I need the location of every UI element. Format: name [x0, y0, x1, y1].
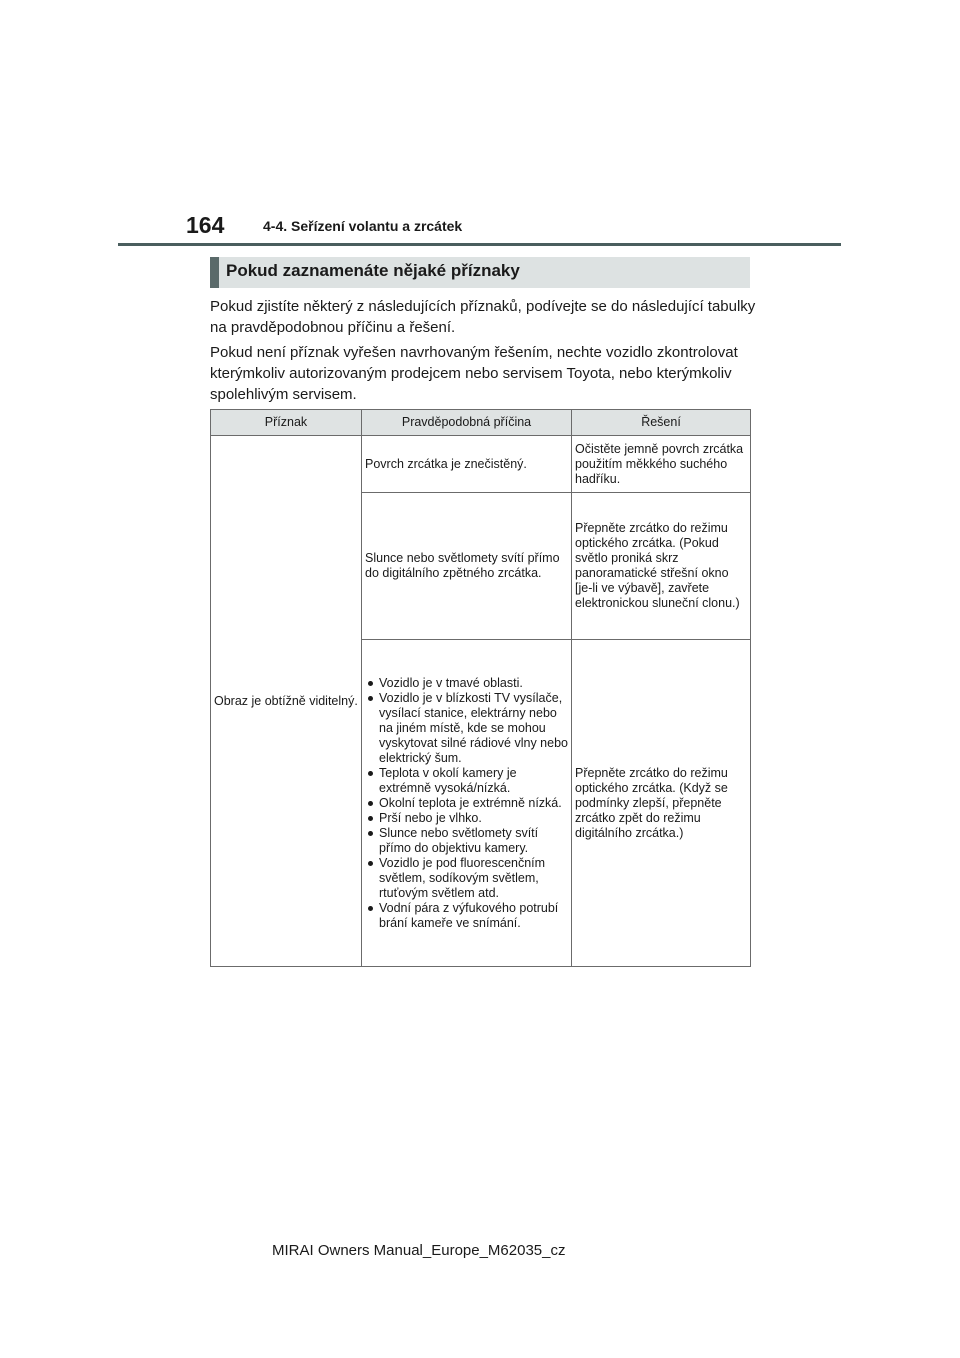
bullet-icon [368, 801, 373, 806]
cause-list [365, 676, 568, 931]
symptoms-table [210, 409, 751, 967]
cause-cell: Povrch zrcátka je znečistěný. [362, 436, 572, 493]
solution-cell: Přepněte zrcátko do režimu optického zrcátka. (Když se podmínky zlepší, přepněte zrcátko zpět do režimu digitálního zrcátka.) [572, 640, 751, 967]
bullet-icon [368, 816, 373, 821]
header-symptom: Příznak [211, 410, 362, 436]
symptom-cell: Obraz je obtížně viditelný. [211, 436, 362, 967]
header-solution: Řešení [572, 410, 751, 436]
solution-cell: Přepněte zrcátko do režimu optického zrcátka. (Pokud světlo proniká skrz panoramatické střešní okno [je-li ve výbavě], zavřete elektronickou sluneční clonu.) [572, 493, 751, 640]
service-paragraph: Pokud není příznak vyřešen navrhovaným řešením, nechte vozidlo zkontrolovat kterýmkoliv autorizovaným prodejcem nebo servisem Toyota, nebo kterýmkoliv spolehlivým servisem. [210, 344, 738, 403]
chapter-title: 4-4. Seřízení volantu a zrcátek [263, 218, 463, 234]
list-item [365, 856, 568, 901]
header-divider [118, 243, 841, 246]
page-number: 164 [186, 212, 225, 238]
header-cause: Pravděpodobná příčina [362, 410, 572, 436]
list-item-text: Prší nebo je vlhko. [379, 810, 482, 825]
table-row [211, 436, 751, 493]
bullet-icon [368, 696, 373, 701]
list-item-text: Vozidlo je v blízkosti TV vysílače, vysílací stanice, elektrárny nebo na jiném místě, kde se mohou vyskytovat silné rádiové vlny nebo elektrický šum. [379, 690, 568, 765]
list-item [365, 676, 568, 691]
bullet-icon [368, 771, 373, 776]
cause-cell: Slunce nebo světlomety svítí přímo do digitálního zpětného zrcátka. [362, 493, 572, 640]
list-item-text: Teplota v okolí kamery je extrémně vysoká/nízká. [379, 765, 517, 795]
table-header-row [211, 410, 751, 436]
bullet-icon [368, 906, 373, 911]
list-item-text: Okolní teplota je extrémně nízká. [379, 795, 562, 810]
list-item [365, 901, 568, 931]
footer-text: MIRAI Owners Manual_Europe_M62035_cz [272, 1242, 566, 1259]
bullet-icon [368, 861, 373, 866]
intro-paragraph: Pokud zjistíte některý z následujících příznaků, podívejte se do následující tabulky na pravděpodobnou příčinu a řešení. [210, 298, 756, 336]
solution-cell: Očistěte jemně povrch zrcátka použitím měkkého suchého hadříku. [572, 436, 751, 493]
list-item [365, 811, 568, 826]
bullet-icon [368, 831, 373, 836]
list-item [365, 796, 568, 811]
list-item [365, 766, 568, 796]
list-item-text: Vozidlo je pod fluorescenčním světlem, sodíkovým světlem, rtuťovým světlem atd. [379, 855, 546, 900]
list-item-text: Vozidlo je v tmavé oblasti. [379, 675, 523, 690]
section-heading [210, 257, 750, 288]
section-heading-text: Pokud zaznamenáte nějaké příznaky [226, 261, 520, 280]
cause-list-cell [362, 640, 572, 967]
list-item [365, 691, 568, 766]
list-item-text: Vodní pára z výfukového potrubí brání kameře ve snímání. [379, 900, 559, 930]
bullet-icon [368, 681, 373, 686]
list-item [365, 826, 568, 856]
list-item-text: Slunce nebo světlomety svítí přímo do objektivu kamery. [379, 825, 539, 855]
